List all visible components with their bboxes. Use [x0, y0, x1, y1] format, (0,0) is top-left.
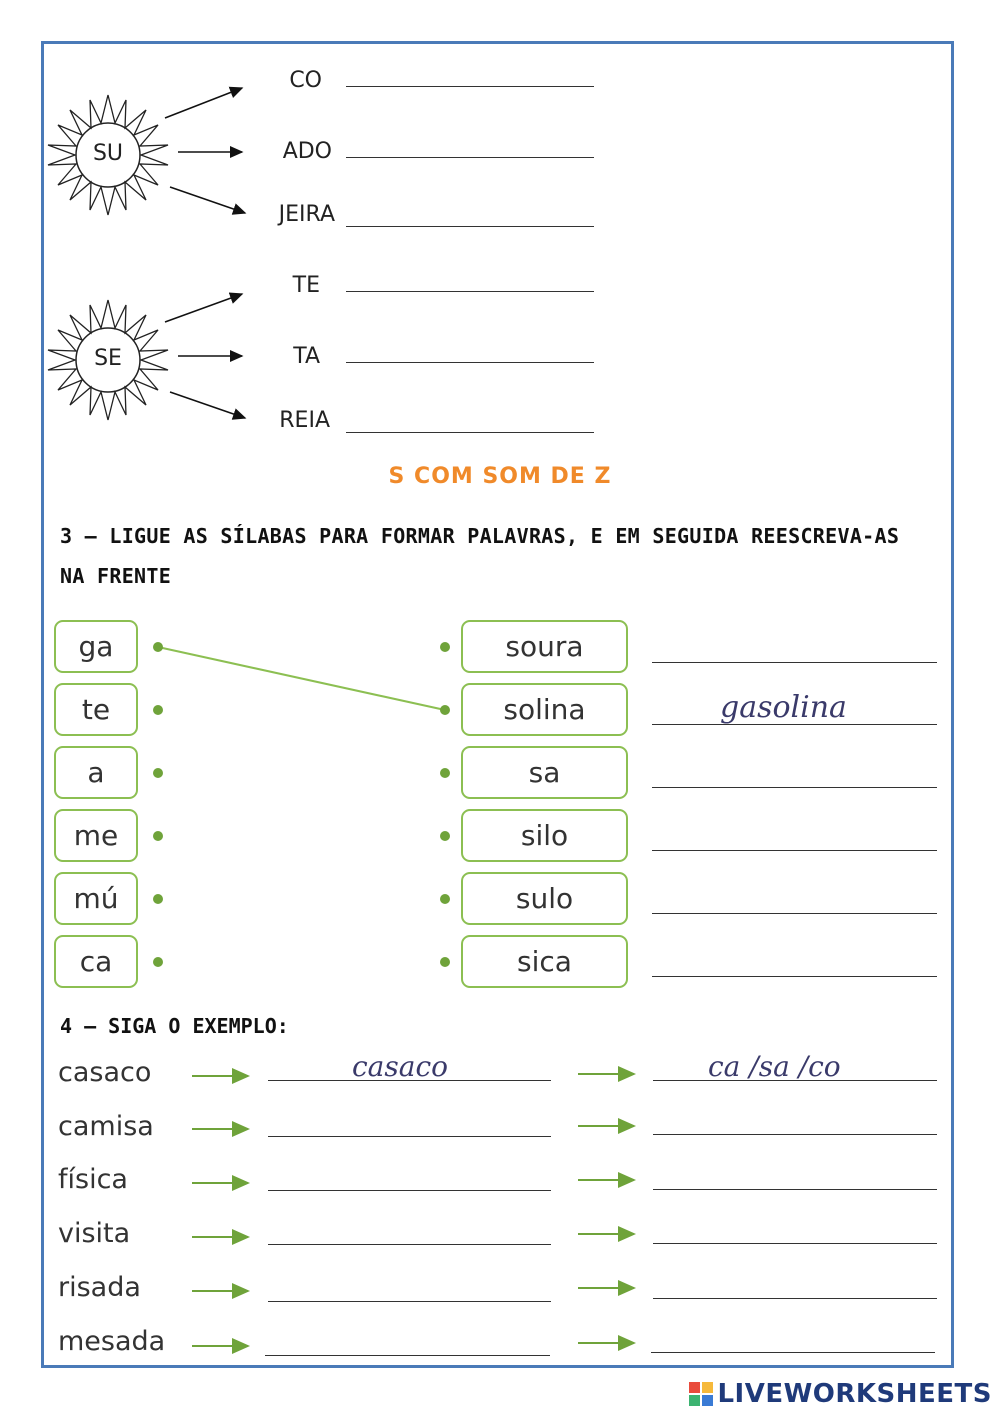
sun-center-label: SE: [94, 346, 122, 371]
match-dot[interactable]: [440, 957, 450, 967]
answer-line[interactable]: [346, 362, 594, 363]
answer-line[interactable]: [651, 1352, 935, 1353]
right-syllable-box[interactable]: soura: [461, 620, 628, 673]
answer-line[interactable]: [652, 976, 937, 977]
question-3-title: 3 – LIGUE AS SÍLABAS PARA FORMAR PALAVRAS, E EM SEGUIDA REESCREVA-AS NA FRENTE: [60, 524, 900, 588]
example-copy: casaco: [352, 1050, 448, 1083]
section-subtitle: S COM SOM DE Z: [388, 464, 612, 489]
example-answer: gasolina: [720, 690, 847, 725]
right-syllable-box[interactable]: silo: [461, 809, 628, 862]
right-syllable-box[interactable]: sa: [461, 746, 628, 799]
answer-line[interactable]: [652, 787, 937, 788]
answer-line[interactable]: [268, 1136, 551, 1137]
answer-line[interactable]: [653, 1134, 937, 1135]
syllable-label: ADO: [282, 139, 332, 164]
answer-line[interactable]: [346, 291, 594, 292]
syllable-label: REIA: [279, 408, 330, 433]
word-label: camisa: [58, 1111, 154, 1142]
match-dot[interactable]: [440, 894, 450, 904]
example-split: ca /sa /co: [708, 1050, 841, 1083]
left-syllable-box[interactable]: te: [54, 683, 138, 736]
left-syllable-box[interactable]: mú: [54, 872, 138, 925]
left-syllable-box[interactable]: ga: [54, 620, 138, 673]
footer-brand: LIVEWORKSHEETS: [717, 1379, 992, 1409]
answer-line[interactable]: [346, 226, 594, 227]
left-syllable-box[interactable]: ca: [54, 935, 138, 988]
right-syllable-box[interactable]: solina: [461, 683, 628, 736]
answer-line[interactable]: [653, 1189, 937, 1190]
match-dot[interactable]: [153, 705, 163, 715]
answer-line[interactable]: [653, 1298, 937, 1299]
word-label: física: [58, 1164, 128, 1195]
logo-icon: [689, 1382, 713, 1406]
answer-line[interactable]: [265, 1355, 550, 1356]
match-dot[interactable]: [153, 768, 163, 778]
answer-line[interactable]: [346, 86, 594, 87]
right-syllable-box[interactable]: sica: [461, 935, 628, 988]
match-dot[interactable]: [440, 705, 450, 715]
match-dot[interactable]: [440, 642, 450, 652]
sun-center-label: SU: [92, 141, 124, 166]
answer-line[interactable]: [652, 913, 937, 914]
match-dot[interactable]: [440, 768, 450, 778]
question-4-title: 4 – SIGA O EXEMPLO:: [60, 1014, 289, 1038]
right-syllable-box[interactable]: sulo: [461, 872, 628, 925]
syllable-label: CO: [289, 68, 322, 93]
match-dot[interactable]: [153, 894, 163, 904]
answer-line[interactable]: [652, 662, 937, 663]
answer-line[interactable]: [346, 432, 594, 433]
answer-line[interactable]: [268, 1244, 551, 1245]
left-syllable-box[interactable]: a: [54, 746, 138, 799]
answer-line[interactable]: [268, 1190, 551, 1191]
answer-line[interactable]: [346, 157, 594, 158]
answer-line[interactable]: [268, 1301, 551, 1302]
left-syllable-box[interactable]: me: [54, 809, 138, 862]
match-dot[interactable]: [153, 642, 163, 652]
match-dot[interactable]: [153, 831, 163, 841]
syllable-label: TE: [292, 273, 320, 298]
syllable-label: TA: [293, 344, 320, 369]
word-label: visita: [58, 1218, 131, 1249]
syllable-label: JEIRA: [278, 202, 335, 227]
word-label: mesada: [58, 1326, 166, 1357]
answer-line[interactable]: [652, 850, 937, 851]
match-dot[interactable]: [440, 831, 450, 841]
liveworksheets-logo: [689, 1379, 992, 1409]
word-label: risada: [58, 1272, 141, 1303]
answer-line[interactable]: [653, 1243, 937, 1244]
word-label: casaco: [58, 1057, 152, 1088]
match-dot[interactable]: [153, 957, 163, 967]
